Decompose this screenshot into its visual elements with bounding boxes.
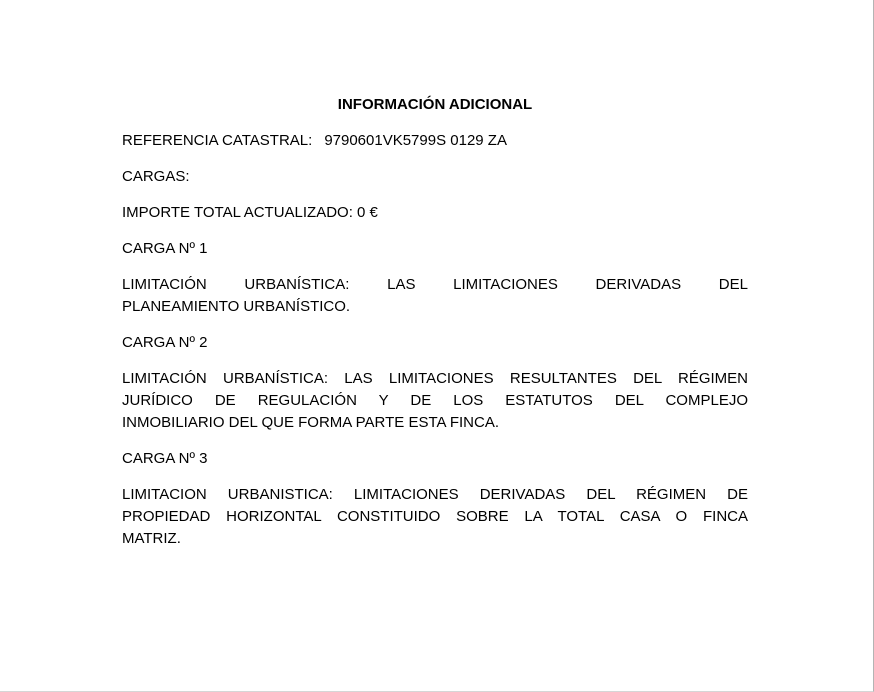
paragraph-line: INMOBILIARIO DEL QUE FORMA PARTE ESTA FINCA. xyxy=(122,414,500,431)
carga-2-heading: CARGA Nº 2 xyxy=(122,334,208,351)
referencia-catastral-value: 9790601VK5799S 0129 ZA xyxy=(324,132,507,149)
carga-1-paragraph xyxy=(122,274,748,318)
paragraph-line: LIMITACIÓN URBANÍSTICA: LAS LIMITACIONES DERIVADAS DEL xyxy=(122,276,748,293)
carga-3-heading: CARGA Nº 3 xyxy=(122,450,208,467)
referencia-catastral-line xyxy=(122,130,748,152)
page-title: INFORMACIÓN ADICIONAL xyxy=(337,96,533,113)
carga-3-paragraph xyxy=(122,484,748,550)
carga-1-heading: CARGA Nº 1 xyxy=(122,240,208,257)
paragraph-line: PLANEAMIENTO URBANÍSTICO. xyxy=(122,298,351,315)
document-content xyxy=(122,94,748,564)
carga-2-paragraph xyxy=(122,368,748,434)
paragraph-line: MATRIZ. xyxy=(122,530,181,547)
paragraph-line: LIMITACION URBANISTICA: LIMITACIONES DERIVADAS DEL RÉGIMEN DE xyxy=(122,486,748,503)
importe-total-line: IMPORTE TOTAL ACTUALIZADO: 0 € xyxy=(122,204,378,221)
paragraph-line: JURÍDICO DE REGULACIÓN Y DE LOS ESTATUTOS DEL COMPLEJO xyxy=(122,392,748,409)
cargas-label: CARGAS: xyxy=(122,168,190,185)
referencia-catastral-label: REFERENCIA CATASTRAL: xyxy=(122,132,313,149)
paragraph-line: LIMITACIÓN URBANÍSTICA: LAS LIMITACIONES RESULTANTES DEL RÉGIMEN xyxy=(122,370,748,387)
paragraph-line: PROPIEDAD HORIZONTAL CONSTITUIDO SOBRE LA TOTAL CASA O FINCA xyxy=(122,508,748,525)
